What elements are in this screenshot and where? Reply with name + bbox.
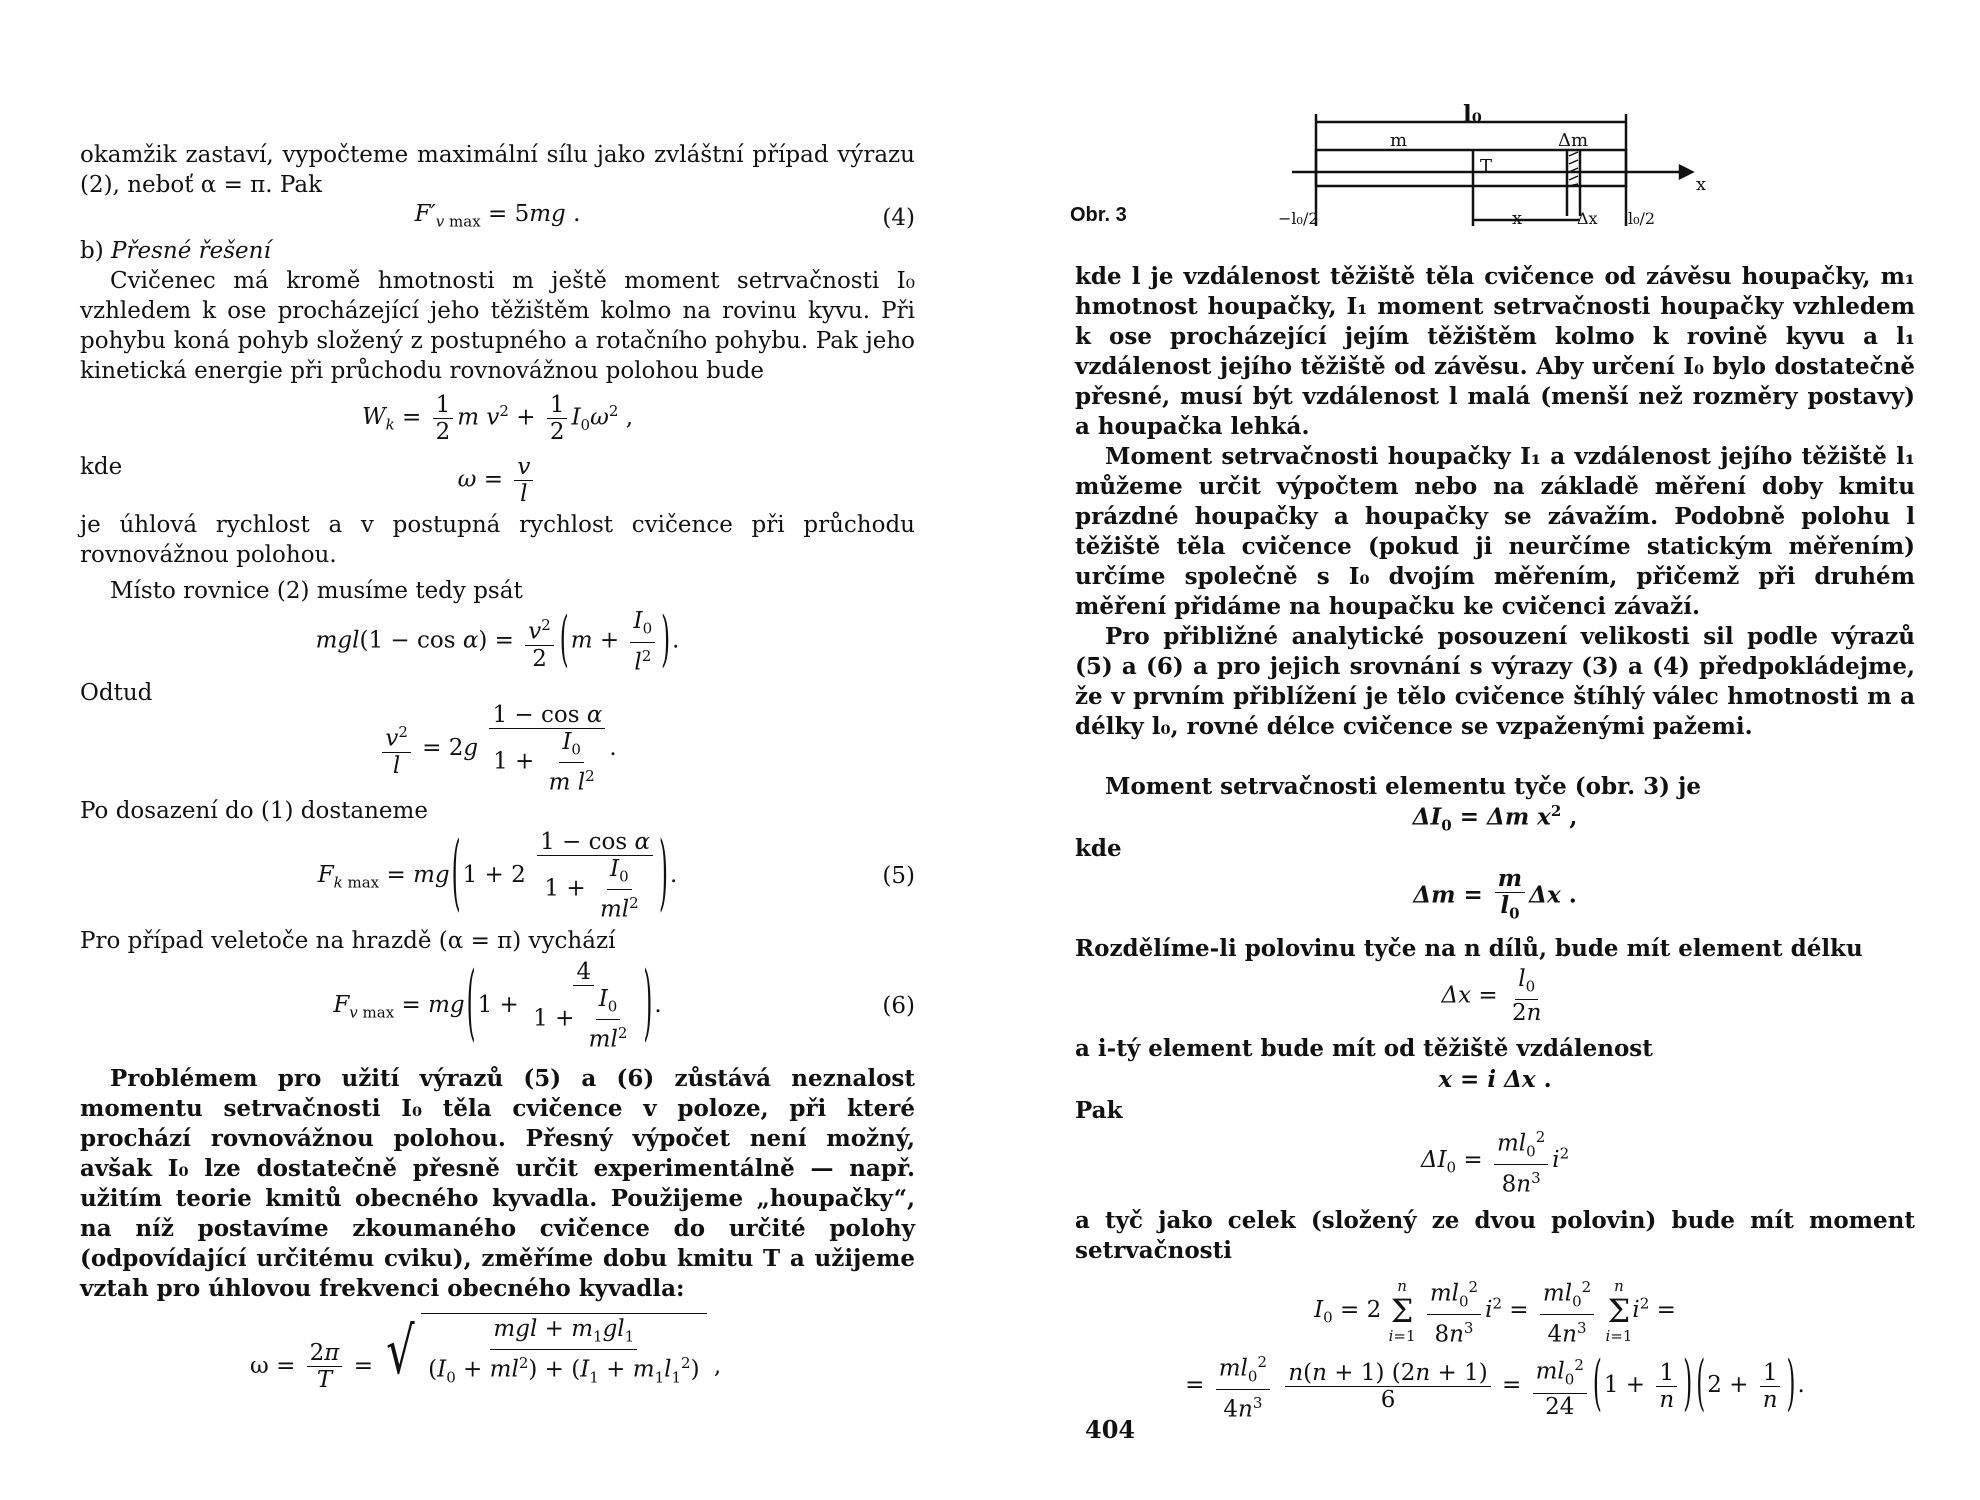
label-x: x: [1512, 208, 1523, 229]
figure-3: [1070, 101, 1730, 248]
equation-dm: Δm = $\frac{m}{l_0}$ Δx .: [1413, 864, 1577, 923]
equation-dI0-i: $\Delta I_0$ = $\frac{ml_0^2}{8n^3}$ $i^2$: [1075, 1126, 1915, 1196]
label-dm: Δm: [1558, 130, 1589, 151]
paragraph: Moment setrvačnosti houpačky I₁ a vzdálenost jejího těžiště l₁ můžeme určit výpočtem nebo na základě měření doby kmitu prázdné houpačky a houpačky se závažím. Podobně polohu l těžiště těla cvičence (pokud ji neurčíme statickým měřením) určíme společně s I₀ dvojím měřením, přičemž při druhém měření přidáme na houpačku ke cvičenci závaží.: [1075, 443, 1915, 620]
paragraph: je úhlová rychlost a v postupná rychlost cvičence při průchodu rovnovážnou polohou.: [80, 512, 915, 568]
equation-kinetic-energy: $W_k$ = $\frac{1}{2}$ m $v^2$ + $\frac{1}{2}$ $I_0\omega^2$ ,: [361, 391, 634, 445]
equation-I0-sum: $I_0 = 2$ n Σ i=1 $\frac{ml_0^2}{8n^3}$ $i^2$ = $\frac{ml_0^2}{4n^3}$ n Σ i=1 $i^2$ =: [1075, 1272, 1915, 1350]
paragraph: okamžik zastaví, vypočteme maximální sílu jako zvláštní případ výrazu (2), neboť α = π. Pak: [80, 142, 915, 198]
equation-omega-pendulum: ω = $\frac{2\pi}{T}$ = √ $\frac{mgl + m_1gl_1}{(I_0 + ml^2) + (I_1 + m_1l_1^2)}$ ,: [250, 1314, 722, 1394]
equation-v-squared: $\frac{v^2}{l}$ = 2g 1 − cos α 1 + $\frac{I_0}{m l^2}$ .: [80, 702, 915, 796]
equation-number: (6): [882, 993, 915, 1019]
paragraph: Pro případ veletoče na hrazdě (α = π) vychází: [80, 928, 616, 954]
kde-label: kde: [1075, 835, 1122, 862]
figure-label: Obr. 3: [1070, 204, 1127, 226]
equation-4: $F'_{v max} = 5mg$ . (4): [414, 201, 915, 231]
page-number: 404: [1085, 1415, 1136, 1444]
equation-number: (5): [882, 863, 915, 889]
odtud-label: Odtud: [80, 680, 153, 706]
paragraph: Problémem pro užití výrazů (5) a (6) zůstává neznalost momentu setrvačnosti I₀ těla cvičence v poloze, při které prochází rovnovážnou polohou. Přesný výpočet není možný, avšak I₀ lze dostatečně přesně určit experimentálně — např. užitím teorie kmitů obecného kyvadla. Použijeme „houpačky“, na níž postavíme zkoumaného cvičence do určité polohy (odpovídající určitému cviku), změříme dobu kmitu T a užijeme vztah pro úhlovou frekvenci obecného kyvadla:: [80, 1065, 915, 1302]
equation-x: x = i Δx .: [1438, 1066, 1552, 1093]
paragraph: a i-tý element bude mít od těžiště vzdálenost: [1075, 1035, 1653, 1062]
section-heading: b) Přesné řešení: [80, 238, 271, 264]
label-pos-half: l₀/2: [1628, 209, 1656, 228]
label-dx: Δx: [1577, 209, 1598, 228]
paragraph: Moment setrvačnosti elementu tyče (obr. 3) je: [1105, 773, 1701, 800]
label-x-axis: x: [1696, 174, 1707, 195]
equation-6: $F_v$ $_{max}$ = mg(1 + 4 1 + $\frac{I_0}{ml^2}$ ). (6): [333, 958, 915, 1054]
equation-energy-balance: mgl(1 − cos α) = $\frac{v^2}{2}$ (m + $\frac{I_0}{l^2}$ ).: [315, 607, 680, 676]
equation-5: $F_k$ $_{max}$ = mg(1 + 2 1 − cos α 1 + $\frac{I_0}{ml^2}$ ). (5): [317, 828, 915, 924]
label-T: T: [1480, 156, 1493, 177]
label-m: m: [1390, 130, 1408, 151]
label-neg-half: −l₀/2: [1278, 209, 1319, 228]
label-l0: l₀: [1463, 101, 1482, 128]
equation-number: (4): [882, 205, 915, 231]
equation-I0-result: = $\frac{ml_0^2}{4n^3}$ $\frac{n(n + 1) (2n + 1)}{6}$ = $\frac{ml_0^2}{24}$ (1 + $\frac{1}{n}$ ) (2 + $\frac{1}{n}$ ).: [1075, 1350, 1915, 1422]
paragraph: Po dosazení do (1) dostaneme: [80, 798, 428, 824]
paragraph: kde l je vzdálenost těžiště těla cvičence od závěsu houpačky, m₁ hmotnost houpačky, I₁ moment setrvačnosti houpačky vzhledem k ose procházející jejím těžištěm kolmo k rovině kyvu a l₁ vzdálenost jejího těžiště od závěsu. Aby určení I₀ bylo dostatečně přesné, musí být vzdálenost l malá (menší než rozměry postavy) a houpačka lehká.: [1075, 263, 1915, 440]
paragraph: Místo rovnice (2) musíme tedy psát: [110, 578, 523, 604]
kde-label: kde: [80, 454, 123, 480]
pak-label: Pak: [1075, 1097, 1123, 1124]
paragraph: Pro přibližné analytické posouzení velikosti sil podle výrazů (5) a (6) a pro jejich srovnání s výrazy (3) a (4) předpokládejme, že v prvním přiblížení je tělo cvičence štíhlý válec hmotnosti m a délky l₀, rovné délce cvičence se vzpaženými pažemi.: [1075, 623, 1915, 740]
equation-omega: kde ω = $\frac{v}{l}$: [80, 450, 915, 510]
paragraph: Rozdělíme-li polovinu tyče na n dílů, bude mít element délku: [1075, 935, 1863, 962]
equation-dI0: $\Delta I_0 = \Delta m$ $x^2$ ,: [1412, 801, 1578, 835]
paragraph: Cvičenec má kromě hmotnosti m ještě moment setrvačnosti I₀ vzhledem k ose procházející jeho těžištěm kolmo na rovinu kyvu. Při pohybu koná pohyb složený z postupného a rotačního pohybu. Pak jeho kinetická energie při průchodu rovnovážnou polohou bude: [80, 268, 915, 384]
equation-dx: Δx = $\frac{l_0}{2n}$: [1441, 965, 1542, 1027]
paragraph: a tyč jako celek (složený ze dvou polovin) bude mít moment setrvačnosti: [1075, 1207, 1915, 1264]
